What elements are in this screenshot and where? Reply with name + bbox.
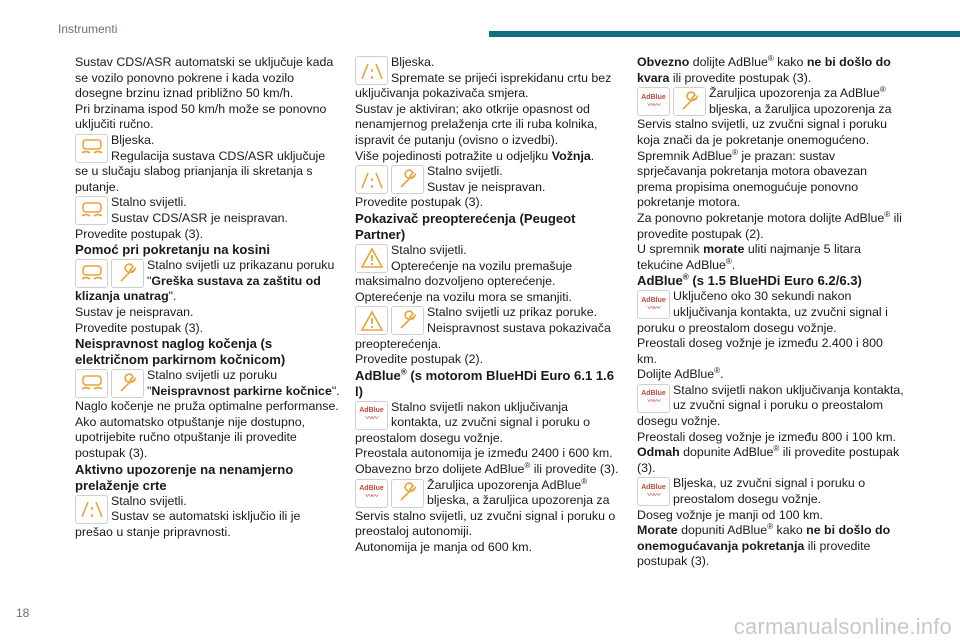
header-accent-bar bbox=[489, 31, 960, 37]
skid-car-icon bbox=[75, 259, 108, 288]
warning-triangle-icon bbox=[355, 244, 388, 273]
warning-block: Stalno svijetli. Sustav je neispravan. Provedite postupak (3). bbox=[355, 164, 546, 210]
warning-block: Stalno svijetli. Sustav CDS/ASR je neispravan. Provedite postupak (3). bbox=[75, 195, 288, 241]
column-2 bbox=[355, 55, 620, 556]
warning-block: Stalno svijetli uz poruku "Neispravnost parkirne kočnice". Naglo kočenje ne pruža optimalne performanse. Ako automatsko otpuštanje nije dostupno, upotrijebite ručno otpuštanje ili provedite postupak (3). bbox=[75, 368, 340, 461]
section-heading: Pokazivač preopterećenja (Peugeot Partner) bbox=[355, 210, 576, 242]
lane-departure-icon bbox=[355, 56, 388, 85]
section-heading: Neispravnost naglog kočenja (s električnom parkirnom kočnicom) bbox=[75, 336, 286, 368]
watermark: carmanualsonline.info bbox=[733, 614, 952, 639]
skid-car-icon bbox=[75, 196, 108, 225]
adblue-icon: AdBlue 〰〰 bbox=[637, 477, 670, 506]
warning-triangle-icon bbox=[355, 306, 388, 335]
warning-block: Stalno svijetli uz prikaz poruke. Neispravnost sustava pokazivača preopterećenja. Provedite postupak (2). bbox=[355, 305, 611, 367]
warning-block: Stalno svijetli. Sustav se automatski isključio ili je prešao u stanje pripravnosti. bbox=[75, 493, 301, 539]
section-heading: Aktivno upozorenje na nenamjerno prelaženje crte bbox=[75, 461, 294, 493]
warning-block: Bljeska. Spremate se prijeći isprekidanu crtu bez uključivanja pokazivača smjera. Sustav je aktiviran; ako otkrije opasnost od nenamjernog prelaženja crte ili ruba kolnika, ispravit će putanju (ovisno o izvedbi). Više pojedinosti potražite u odjeljku Vožnja. bbox=[355, 55, 612, 163]
paragraph: Sustav CDS/ASR automatski se uključuje kada se vozilo ponovno pokrene i kada vozilo dosegne brzinu iznad približno 50 km/h. bbox=[75, 55, 334, 101]
section-heading: Pomoć pri pokretanju na kosini bbox=[75, 242, 270, 258]
section-heading: AdBlue® (s 1.5 BlueHDi Euro 6.2/6.3) bbox=[637, 272, 862, 289]
warning-block: Stalno svijetli. Opterećenje na vozilu premašuje maksimalno dozvoljeno opterećenje. Opterećenje na vozilu mora se smanjiti. bbox=[355, 242, 573, 304]
page-header-title: Instrumenti bbox=[58, 22, 118, 36]
skid-car-icon bbox=[75, 369, 108, 398]
warning-block: AdBlue 〰〰 Žaruljica upozorenja za AdBlue® bljeska, a žaruljica upozorenja za Servis stalno svijetli, uz zvučni signal i poruku koja znači da je pokretanje onemogućeno. Spremnik AdBlue® je prazan: sustav sprječavanja pokretanja motora obavezan prema propisima onemogućuje ponovno pokretanje motora. Za ponovno pokretanje motora dolijte AdBlue® ili provedite postupak (2). U spremnik morate uliti najmanje 5 litara tekućine AdBlue®. bbox=[637, 86, 902, 272]
wrench-icon bbox=[391, 165, 424, 194]
warning-block: AdBlue 〰〰 Uključeno oko 30 sekundi nakon uključivanja kontakta, uz zvučni signal i poruku o preostalom dosegu vožnje. Preostali doseg vožnje je između 2.400 i 800 km. Dolijte AdBlue®. bbox=[637, 289, 888, 382]
lane-departure-icon bbox=[75, 495, 108, 524]
adblue-icon: AdBlue 〰〰 bbox=[637, 87, 670, 116]
page-number: 18 bbox=[16, 606, 30, 620]
lane-departure-icon bbox=[355, 165, 388, 194]
wrench-icon bbox=[111, 259, 144, 288]
wrench-icon bbox=[391, 479, 424, 508]
warning-block: Bljeska. Regulacija sustava CDS/ASR uključuje se u slučaju slabog prianjanja ili skretanja s putanje. bbox=[75, 132, 326, 194]
column-1 bbox=[75, 55, 340, 540]
adblue-icon: AdBlue 〰〰 bbox=[637, 290, 670, 319]
warning-block: AdBlue 〰〰 Stalno svijetli nakon uključivanja kontakta, uz zvučni signal i poruku o preostalom dosegu vožnje. Preostala autonomija je između 2400 i 600 km. Obavezno brzo dolijete AdBlue® ili provedite (3). bbox=[355, 399, 619, 477]
paragraph: Pri brzinama ispod 50 km/h može se ponovno uključiti ručno. bbox=[75, 101, 327, 132]
wrench-icon bbox=[391, 306, 424, 335]
warning-block: Stalno svijetli uz prikazanu poruku "Greška sustava za zaštitu od klizanja unatrag". Sustav je neispravan. Provedite postupak (3). bbox=[75, 258, 335, 335]
column-3 bbox=[637, 55, 905, 570]
adblue-icon: AdBlue 〰〰 bbox=[637, 384, 670, 413]
adblue-icon: AdBlue 〰〰 bbox=[355, 401, 388, 430]
wrench-icon bbox=[111, 369, 144, 398]
wrench-icon bbox=[673, 87, 706, 116]
warning-block: AdBlue 〰〰 Bljeska, uz zvučni signal i poruku o preostalom dosegu vožnje. Doseg vožnje je manji od 100 km. Morate dopuniti AdBlue® kako ne bi došlo do onemogućavanja pokretanja ili provedite postupak (3). bbox=[637, 476, 891, 569]
warning-block: AdBlue 〰〰 Stalno svijetli nakon uključivanja kontakta, uz zvučni signal i poruku o preostalom dosegu vožnje. Preostali doseg vožnje je između 800 i 100 km. Odmah dopunite AdBlue® ili provedite postupak (3). bbox=[637, 382, 904, 475]
adblue-icon: AdBlue 〰〰 bbox=[355, 479, 388, 508]
paragraph: Obvezno dolijte AdBlue® kako ne bi došlo do kvara ili provedite postupak (3). bbox=[637, 53, 891, 85]
skid-car-icon bbox=[75, 134, 108, 163]
section-heading: AdBlue® (s motorom BlueHDi Euro 6.1 1.6 l) bbox=[355, 367, 615, 399]
warning-block: AdBlue 〰〰 Žaruljica upozorenja AdBlue® bljeska, a žaruljica upozorenja za Servis stalno svijetli, uz zvučni signal i poruku o preostaloj autonomiji. Autonomija je manja od 600 km. bbox=[355, 477, 616, 555]
